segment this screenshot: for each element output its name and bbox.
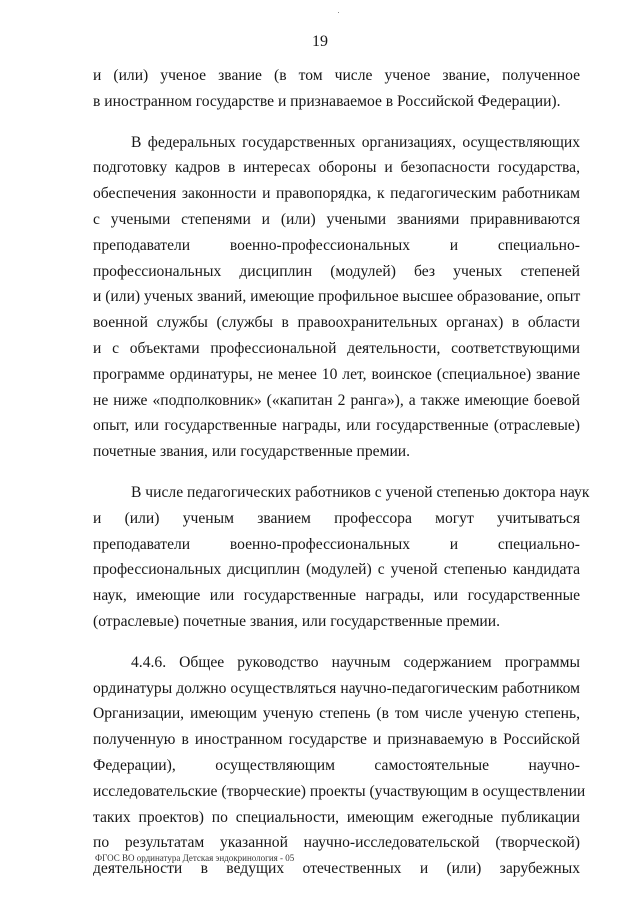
- text-line: по результатам указанной научно-исследовательской (творческой): [93, 834, 580, 852]
- scan-speck: [338, 12, 339, 13]
- text-line: не ниже «подполковник» («капитан 2 ранга»), а также имеющие боевой: [93, 391, 580, 409]
- footer-document-id: ФГОС ВО ординатура Детская эндокринология - 05: [95, 853, 295, 863]
- text-line: В числе педагогических работников с ученой степенью доктора наук: [131, 483, 590, 501]
- text-line: деятельности в ведущих отечественных и (или) зарубежных: [93, 860, 580, 878]
- text-line: преподаватели военно-профессиональных и специально-: [93, 535, 580, 553]
- text-line: и (или) ученое звание (в том числе ученое звание, полученное: [93, 67, 580, 84]
- page-number: 19: [312, 33, 328, 50]
- text-line: В федеральных государственных организациях, осуществляющих: [131, 133, 580, 151]
- paragraph-federal-organizations: [93, 130, 580, 465]
- text-line: военной службы (службы в правоохранительных органах) в области: [93, 314, 580, 332]
- page-body: [93, 63, 590, 882]
- text-line: исследовательские (творческие) проекты (участвующим в осуществлении: [93, 782, 586, 800]
- text-line: Организации, имеющим ученую степень (в том числе ученую степень,: [93, 705, 580, 723]
- text-line: (отраслевые) почетные звания, или государственные премии.: [93, 612, 501, 630]
- text-line: почетные звания, или государственные премии.: [93, 443, 411, 461]
- paragraph-4-4-6: [93, 650, 586, 882]
- text-line: профессиональных дисциплин (модулей) без ученых степеней: [93, 262, 580, 280]
- text-line: опыт, или государственные награды, или государственные (отраслевые): [93, 417, 580, 435]
- text-line: таких проектов) по специальности, имеющим ежегодные публикации: [93, 808, 580, 826]
- paragraph-doctors-of-science: [93, 480, 590, 635]
- text-line: преподаватели военно-профессиональных и специально-: [93, 236, 580, 254]
- text-line: в иностранном государстве и признаваемое в Российской Федерации).: [93, 92, 561, 110]
- text-line: обеспечения законности и правопорядка, к педагогическим работникам: [93, 185, 580, 203]
- text-line: наук, имеющие или государственные награды, или государственные: [93, 587, 580, 605]
- text-line: с учеными степенями и (или) учеными званиями приравниваются: [93, 210, 580, 228]
- text-line: и с объектами профессиональной деятельности, соответствующими: [93, 339, 580, 357]
- paragraph-continuation: [93, 63, 580, 115]
- text-line: Федерации), осуществляющим самостоятельные научно-: [93, 756, 580, 774]
- text-line: и (или) ученым званием профессора могут учитываться: [93, 509, 580, 527]
- text-line: ординатуры должно осуществляться научно-педагогическим работником: [93, 679, 580, 697]
- text-line: программе ординатуры, не менее 10 лет, воинское (специальное) звание: [93, 365, 580, 383]
- text-line: и (или) ученых званий, имеющие профильное высшее образование, опыт: [93, 288, 581, 306]
- text-line: 4.4.6. Общее руководство научным содержанием программы: [131, 653, 580, 671]
- text-line: подготовку кадров в интересах обороны и безопасности государства,: [93, 159, 580, 177]
- text-line: полученную в иностранном государстве и признаваемую в Российской: [93, 731, 580, 749]
- text-line: профессиональных дисциплин (модулей) с ученой степенью кандидата: [93, 561, 580, 579]
